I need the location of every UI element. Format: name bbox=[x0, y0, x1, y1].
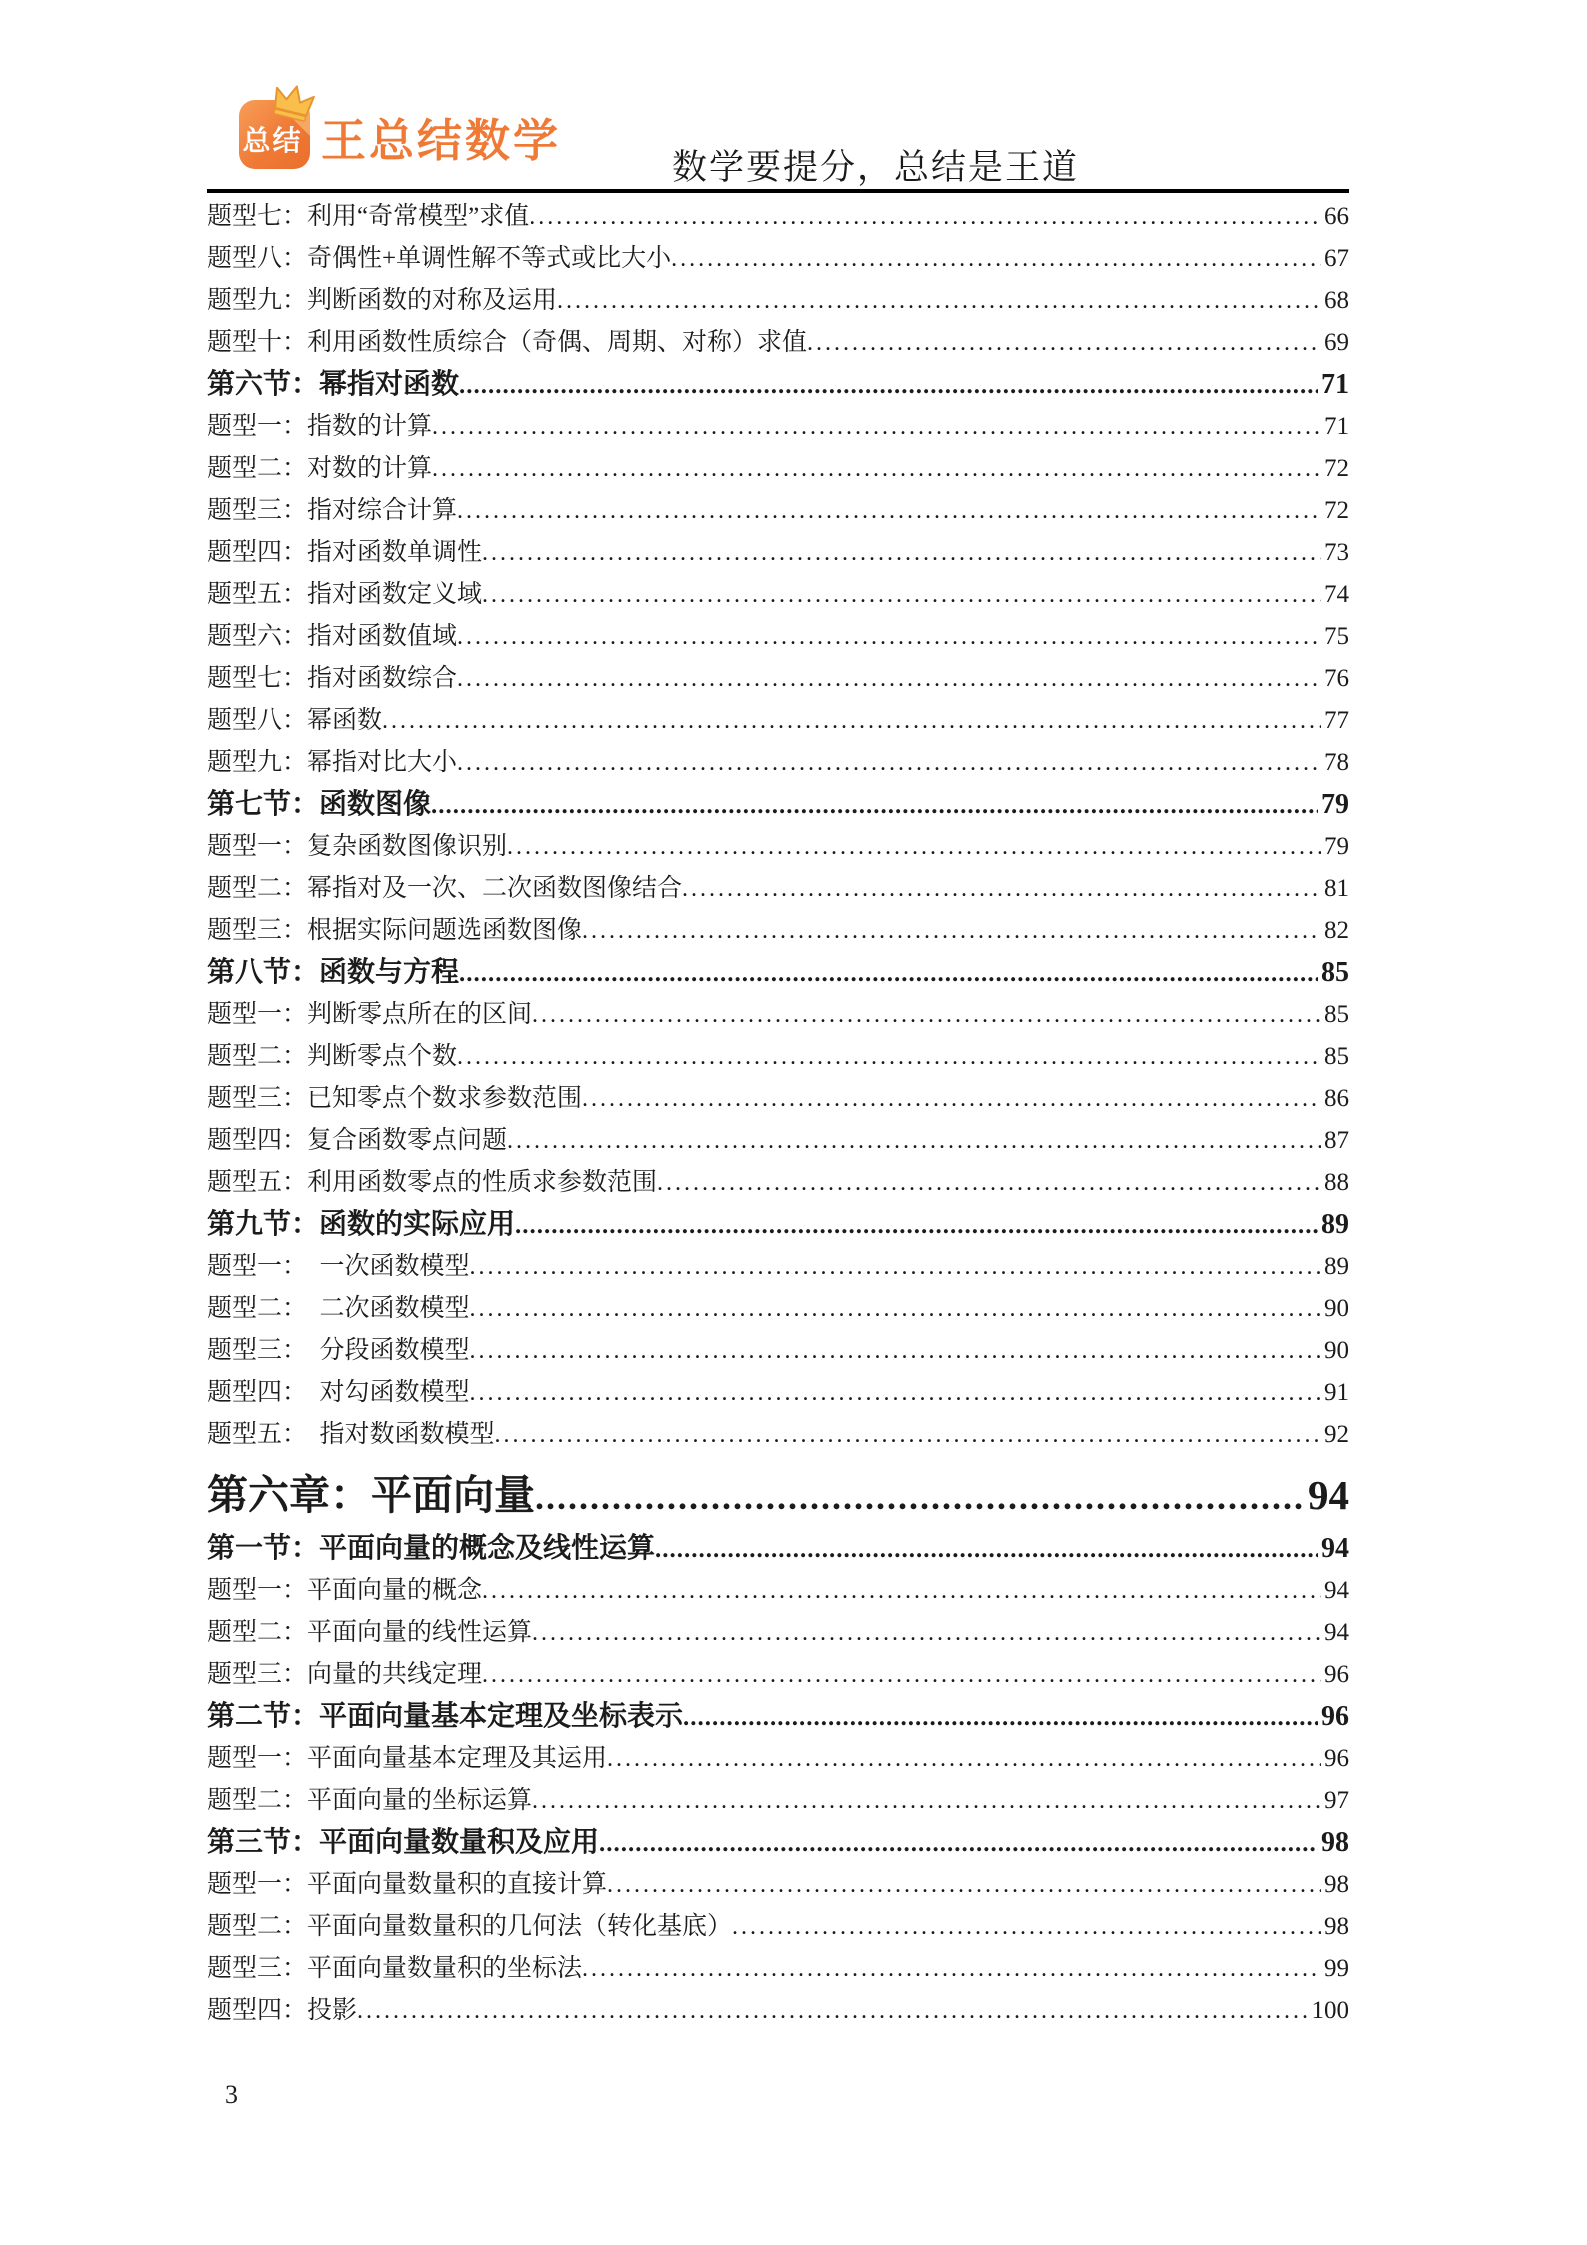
dot-leader bbox=[732, 1906, 1321, 1948]
toc-entry-page: 90 bbox=[1324, 1337, 1349, 1364]
toc-entry[interactable] bbox=[207, 1466, 1349, 1524]
toc-entry-page: 77 bbox=[1324, 707, 1349, 734]
toc-entry[interactable] bbox=[207, 1780, 1349, 1822]
toc-entry-page: 74 bbox=[1324, 581, 1349, 608]
toc-entry-page: 71 bbox=[1321, 369, 1349, 400]
toc-entry-page: 91 bbox=[1324, 1379, 1349, 1406]
toc-entry[interactable] bbox=[207, 742, 1349, 784]
dot-leader bbox=[582, 910, 1321, 952]
toc-entry-label: 第二节：平面向量基本定理及坐标表示 bbox=[207, 1701, 684, 1732]
dot-leader bbox=[507, 826, 1321, 868]
toc-entry[interactable] bbox=[207, 910, 1349, 952]
toc-entry-label: 题型三： 分段函数模型 bbox=[207, 1337, 470, 1364]
toc-entry-label: 题型三：向量的共线定理 bbox=[207, 1661, 483, 1688]
dot-leader bbox=[382, 700, 1321, 742]
toc-entry-page: 68 bbox=[1324, 287, 1349, 314]
toc-entry[interactable] bbox=[207, 406, 1349, 448]
dot-leader bbox=[457, 658, 1321, 700]
toc-entry-page: 75 bbox=[1324, 623, 1349, 650]
toc-entry[interactable] bbox=[207, 1738, 1349, 1780]
toc-entry[interactable] bbox=[207, 322, 1349, 364]
toc-entry-label: 题型十：利用函数性质综合（奇偶、周期、对称）求值 bbox=[207, 329, 808, 356]
dot-leader bbox=[532, 1612, 1321, 1654]
toc-entry-page: 72 bbox=[1324, 455, 1349, 482]
toc-entry-page: 98 bbox=[1321, 1827, 1349, 1858]
dot-leader bbox=[607, 1864, 1321, 1906]
toc-entry[interactable] bbox=[207, 952, 1349, 994]
dot-leader bbox=[432, 406, 1321, 448]
toc-entry[interactable] bbox=[207, 784, 1349, 826]
dot-leader bbox=[599, 1822, 1318, 1865]
toc-entry-label: 第八节：函数与方程 bbox=[207, 957, 460, 988]
dot-leader bbox=[515, 1204, 1318, 1247]
dot-leader bbox=[482, 532, 1321, 574]
toc-entry-page: 85 bbox=[1324, 1001, 1349, 1028]
toc-entry[interactable] bbox=[207, 994, 1349, 1036]
toc-entry-page: 71 bbox=[1324, 413, 1349, 440]
toc-entry[interactable] bbox=[207, 826, 1349, 868]
toc-entry[interactable] bbox=[207, 658, 1349, 700]
toc-entry-label: 题型五： 指对数函数模型 bbox=[207, 1421, 495, 1448]
toc-entry[interactable] bbox=[207, 1414, 1349, 1456]
toc-entry[interactable] bbox=[207, 574, 1349, 616]
toc-entry-page: 73 bbox=[1324, 539, 1349, 566]
toc-entry-page: 98 bbox=[1324, 1913, 1349, 1940]
toc-entry-label: 题型三：指对综合计算 bbox=[207, 497, 458, 524]
toc-entry-page: 98 bbox=[1324, 1871, 1349, 1898]
toc-entry-page: 89 bbox=[1321, 1209, 1349, 1240]
dot-leader bbox=[657, 1162, 1321, 1204]
toc-entry[interactable] bbox=[207, 616, 1349, 658]
toc-entry[interactable] bbox=[207, 1654, 1349, 1696]
toc-entry-label: 题型三：平面向量数量积的坐标法 bbox=[207, 1955, 583, 1982]
toc-entry-label: 题型八：奇偶性+单调性解不等式或比大小 bbox=[207, 245, 672, 272]
toc-entry[interactable] bbox=[207, 1696, 1349, 1738]
toc-entry[interactable] bbox=[207, 532, 1349, 574]
toc-entry-label: 题型一：平面向量的概念 bbox=[207, 1577, 483, 1604]
toc-entry[interactable] bbox=[207, 1036, 1349, 1078]
toc-entry-label: 题型一：复杂函数图像识别 bbox=[207, 833, 508, 860]
brand-wordmark: 王总结数学 bbox=[321, 114, 562, 167]
toc-entry-label: 第三节：平面向量数量积及应用 bbox=[207, 1827, 600, 1858]
toc-entry-label: 题型二：判断零点个数 bbox=[207, 1043, 458, 1070]
toc-entry-label: 题型一： 一次函数模型 bbox=[207, 1253, 470, 1280]
dot-leader bbox=[683, 1696, 1318, 1739]
toc-entry-page: 94 bbox=[1321, 1533, 1349, 1564]
dot-leader bbox=[470, 1288, 1321, 1330]
dot-leader bbox=[431, 784, 1318, 827]
toc-entry-label: 题型四： 对勾函数模型 bbox=[207, 1379, 470, 1406]
dot-leader bbox=[459, 952, 1318, 995]
dot-leader bbox=[482, 1570, 1321, 1612]
dot-leader bbox=[655, 1528, 1318, 1571]
dot-leader bbox=[357, 1990, 1308, 2032]
toc-entry-label: 第六节：幂指对函数 bbox=[207, 369, 460, 400]
toc-entry[interactable] bbox=[207, 280, 1349, 322]
toc-entry[interactable] bbox=[207, 1906, 1349, 1948]
dot-leader bbox=[507, 1120, 1321, 1162]
toc-entry-page: 85 bbox=[1321, 957, 1349, 988]
toc-entry-page: 94 bbox=[1324, 1619, 1349, 1646]
footer-page-number: 3 bbox=[225, 2080, 238, 2109]
toc-entry-label: 题型二：平面向量数量积的几何法（转化基底） bbox=[207, 1913, 733, 1940]
dot-leader bbox=[457, 1036, 1321, 1078]
toc-entry-page: 86 bbox=[1324, 1085, 1349, 1112]
dot-leader bbox=[432, 448, 1321, 490]
toc-entry-label: 题型四：指对函数单调性 bbox=[207, 539, 483, 566]
dot-leader bbox=[671, 238, 1321, 280]
toc-entry-label: 题型二：对数的计算 bbox=[207, 455, 433, 482]
dot-leader bbox=[457, 742, 1321, 784]
toc-entry-page: 69 bbox=[1324, 329, 1349, 356]
dot-leader bbox=[482, 574, 1321, 616]
toc-entry-label: 题型三：已知零点个数求参数范围 bbox=[207, 1085, 583, 1112]
toc-entry-page: 94 bbox=[1324, 1577, 1349, 1604]
toc-entry-page: 82 bbox=[1324, 917, 1349, 944]
dot-leader bbox=[459, 364, 1318, 407]
toc-entry-label: 题型一：判断零点所在的区间 bbox=[207, 1001, 533, 1028]
toc-entry-page: 72 bbox=[1324, 497, 1349, 524]
dot-leader bbox=[557, 280, 1321, 322]
toc-entry[interactable] bbox=[207, 490, 1349, 532]
toc-entry-label: 题型二：平面向量的线性运算 bbox=[207, 1619, 533, 1646]
dot-leader bbox=[457, 490, 1321, 532]
toc-entry[interactable] bbox=[207, 1120, 1349, 1162]
toc-entry-label: 题型七：指对函数综合 bbox=[207, 665, 458, 692]
toc-entry[interactable] bbox=[207, 1372, 1349, 1414]
toc-entry-label: 题型三：根据实际问题选函数图像 bbox=[207, 917, 583, 944]
toc-entry[interactable] bbox=[207, 1822, 1349, 1864]
toc-entry-page: 85 bbox=[1324, 1043, 1349, 1070]
toc-entry-page: 87 bbox=[1324, 1127, 1349, 1154]
dot-leader bbox=[607, 1738, 1321, 1780]
toc-entry-label: 题型二：平面向量的坐标运算 bbox=[207, 1787, 533, 1814]
toc-entry-label: 题型一：指数的计算 bbox=[207, 413, 433, 440]
toc-entry[interactable] bbox=[207, 238, 1349, 280]
dot-leader bbox=[470, 1372, 1321, 1414]
dot-leader bbox=[532, 994, 1321, 1036]
toc-entry-label: 第一节：平面向量的概念及线性运算 bbox=[207, 1533, 656, 1564]
toc-entry[interactable] bbox=[207, 1990, 1349, 2032]
toc-entry-page: 94 bbox=[1308, 1472, 1349, 1518]
toc-entry-page: 66 bbox=[1324, 203, 1349, 230]
toc-list bbox=[207, 196, 1349, 2032]
dot-leader bbox=[807, 322, 1321, 364]
toc-entry[interactable] bbox=[207, 1330, 1349, 1372]
toc-entry[interactable] bbox=[207, 1078, 1349, 1120]
toc-entry-page: 79 bbox=[1324, 833, 1349, 860]
dot-leader bbox=[532, 1780, 1321, 1822]
toc-entry[interactable] bbox=[207, 1246, 1349, 1288]
toc-entry-label: 题型八：幂函数 bbox=[207, 707, 383, 734]
toc-entry-page: 96 bbox=[1324, 1745, 1349, 1772]
logo-badge-text: 总结 bbox=[242, 124, 303, 157]
dot-leader bbox=[529, 196, 1321, 238]
dot-leader bbox=[482, 1654, 1321, 1696]
dot-leader bbox=[535, 1466, 1305, 1526]
toc-entry-page: 79 bbox=[1321, 789, 1349, 820]
toc-entry-label: 第六章：平面向量 bbox=[207, 1472, 535, 1518]
toc-entry-label: 第九节：函数的实际应用 bbox=[207, 1209, 516, 1240]
toc-entry-page: 78 bbox=[1324, 749, 1349, 776]
toc-entry-page: 100 bbox=[1311, 1997, 1349, 2024]
dot-leader bbox=[682, 868, 1321, 910]
toc-entry-page: 81 bbox=[1324, 875, 1349, 902]
toc-entry-label: 题型九：幂指对比大小 bbox=[207, 749, 458, 776]
toc-entry[interactable] bbox=[207, 1948, 1349, 1990]
toc-entry[interactable] bbox=[207, 448, 1349, 490]
toc-entry-label: 题型四：复合函数零点问题 bbox=[207, 1127, 508, 1154]
dot-leader bbox=[470, 1246, 1321, 1288]
toc-entry-page: 67 bbox=[1324, 245, 1349, 272]
toc-entry[interactable] bbox=[207, 700, 1349, 742]
toc-entry-label: 题型五：指对函数定义域 bbox=[207, 581, 483, 608]
toc-entry-page: 96 bbox=[1321, 1701, 1349, 1732]
toc-entry[interactable] bbox=[207, 1570, 1349, 1612]
toc-entry[interactable] bbox=[207, 1528, 1349, 1570]
toc-entry-label: 题型一：平面向量数量积的直接计算 bbox=[207, 1871, 608, 1898]
toc-entry[interactable] bbox=[207, 1288, 1349, 1330]
toc-entry[interactable] bbox=[207, 1204, 1349, 1246]
toc-entry-label: 题型五：利用函数零点的性质求参数范围 bbox=[207, 1169, 658, 1196]
toc-entry-label: 题型四：投影 bbox=[207, 1997, 358, 2024]
toc-entry-page: 99 bbox=[1324, 1955, 1349, 1982]
toc-entry-label: 题型二：幂指对及一次、二次函数图像结合 bbox=[207, 875, 683, 902]
toc-entry-page: 88 bbox=[1324, 1169, 1349, 1196]
toc-entry[interactable] bbox=[207, 196, 1349, 238]
header-tagline: 数学要提分，总结是王道 bbox=[672, 148, 1080, 187]
toc-entry-label: 第七节：函数图像 bbox=[207, 789, 432, 820]
dot-leader bbox=[582, 1078, 1321, 1120]
toc-entry-page: 96 bbox=[1324, 1661, 1349, 1688]
toc-entry-page: 76 bbox=[1324, 665, 1349, 692]
dot-leader bbox=[457, 616, 1321, 658]
toc-entry-label: 题型七：利用“奇常模型”求值 bbox=[207, 203, 530, 230]
dot-leader bbox=[582, 1948, 1321, 1990]
toc-entry-label: 题型九：判断函数的对称及运用 bbox=[207, 287, 558, 314]
toc-entry[interactable] bbox=[207, 1612, 1349, 1654]
toc-entry[interactable] bbox=[207, 1864, 1349, 1906]
toc-entry-page: 97 bbox=[1324, 1787, 1349, 1814]
toc-entry[interactable] bbox=[207, 1162, 1349, 1204]
header-divider bbox=[207, 189, 1349, 193]
toc-entry-label: 题型二： 二次函数模型 bbox=[207, 1295, 470, 1322]
dot-leader bbox=[495, 1414, 1321, 1456]
toc-entry-page: 92 bbox=[1324, 1421, 1349, 1448]
toc-entry[interactable] bbox=[207, 868, 1349, 910]
toc-entry-label: 题型一：平面向量基本定理及其运用 bbox=[207, 1745, 608, 1772]
dot-leader bbox=[470, 1330, 1321, 1372]
toc-entry-page: 89 bbox=[1324, 1253, 1349, 1280]
toc-entry-label: 题型六：指对函数值域 bbox=[207, 623, 458, 650]
toc-entry-page: 90 bbox=[1324, 1295, 1349, 1322]
toc-entry[interactable] bbox=[207, 364, 1349, 406]
